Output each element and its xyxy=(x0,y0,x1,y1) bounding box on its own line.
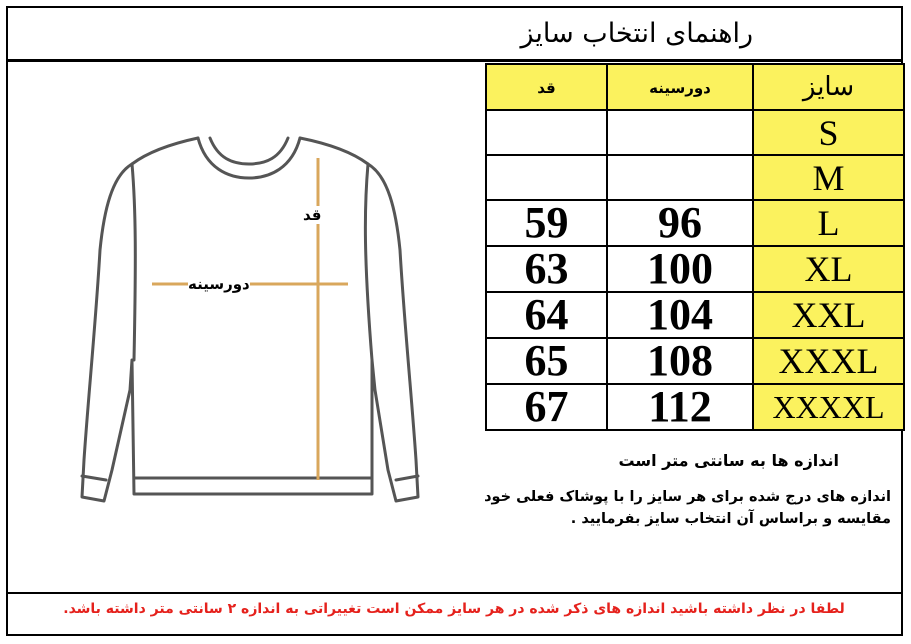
size-table xyxy=(485,63,905,431)
shirt-diagram xyxy=(0,60,480,540)
size-cell: L xyxy=(753,200,904,246)
footer-divider xyxy=(6,592,903,594)
length-cell xyxy=(486,155,607,200)
table-row xyxy=(486,338,904,384)
header-chest: دورسینه xyxy=(607,64,753,110)
size-cell: XXXXL xyxy=(753,384,904,430)
length-cell: 64 xyxy=(486,292,607,338)
header-size: سایز xyxy=(753,64,904,110)
left-seam xyxy=(132,164,135,360)
length-cell xyxy=(486,110,607,155)
chest-cell: 108 xyxy=(607,338,753,384)
right-seam xyxy=(365,164,372,360)
length-cell: 63 xyxy=(486,246,607,292)
chest-cell: 100 xyxy=(607,246,753,292)
header-length: قد xyxy=(486,64,607,110)
table-row xyxy=(486,246,904,292)
instruction-note: اندازه های درج شده برای هر سایز را با پوشاک فعلی خود مقایسه و براساس آن انتخاب سایز بفرمایید . xyxy=(484,489,891,527)
table-row xyxy=(486,110,904,155)
table-header-row xyxy=(486,64,904,110)
size-cell: M xyxy=(753,155,904,200)
size-cell: XL xyxy=(753,246,904,292)
chest-cell: 112 xyxy=(607,384,753,430)
unit-note: اندازه ها به سانتی متر است xyxy=(618,451,839,470)
chest-cell xyxy=(607,110,753,155)
page-title: راهنمای انتخاب سایز xyxy=(520,18,753,49)
length-cell: 67 xyxy=(486,384,607,430)
chest-label: دورسینه xyxy=(188,275,250,293)
table-row xyxy=(486,200,904,246)
title-bar xyxy=(6,6,903,62)
table-row xyxy=(486,155,904,200)
table-row xyxy=(486,292,904,338)
collar-inner xyxy=(210,138,288,164)
table-row xyxy=(486,384,904,430)
right-cuff xyxy=(396,476,418,480)
size-cell: XXXL xyxy=(753,338,904,384)
left-cuff xyxy=(82,476,106,480)
chest-cell: 96 xyxy=(607,200,753,246)
length-cell: 59 xyxy=(486,200,607,246)
length-label: قد xyxy=(303,206,322,224)
chest-cell: 104 xyxy=(607,292,753,338)
length-cell: 65 xyxy=(486,338,607,384)
warning-note: لطفا در نظر داشته باشید اندازه های ذکر شده در هر سایز ممکن است تغییراتی به اندازه ۲ سانتی متر داشته باشد. xyxy=(63,601,845,617)
size-cell: S xyxy=(753,110,904,155)
size-cell: XXL xyxy=(753,292,904,338)
chest-cell xyxy=(607,155,753,200)
